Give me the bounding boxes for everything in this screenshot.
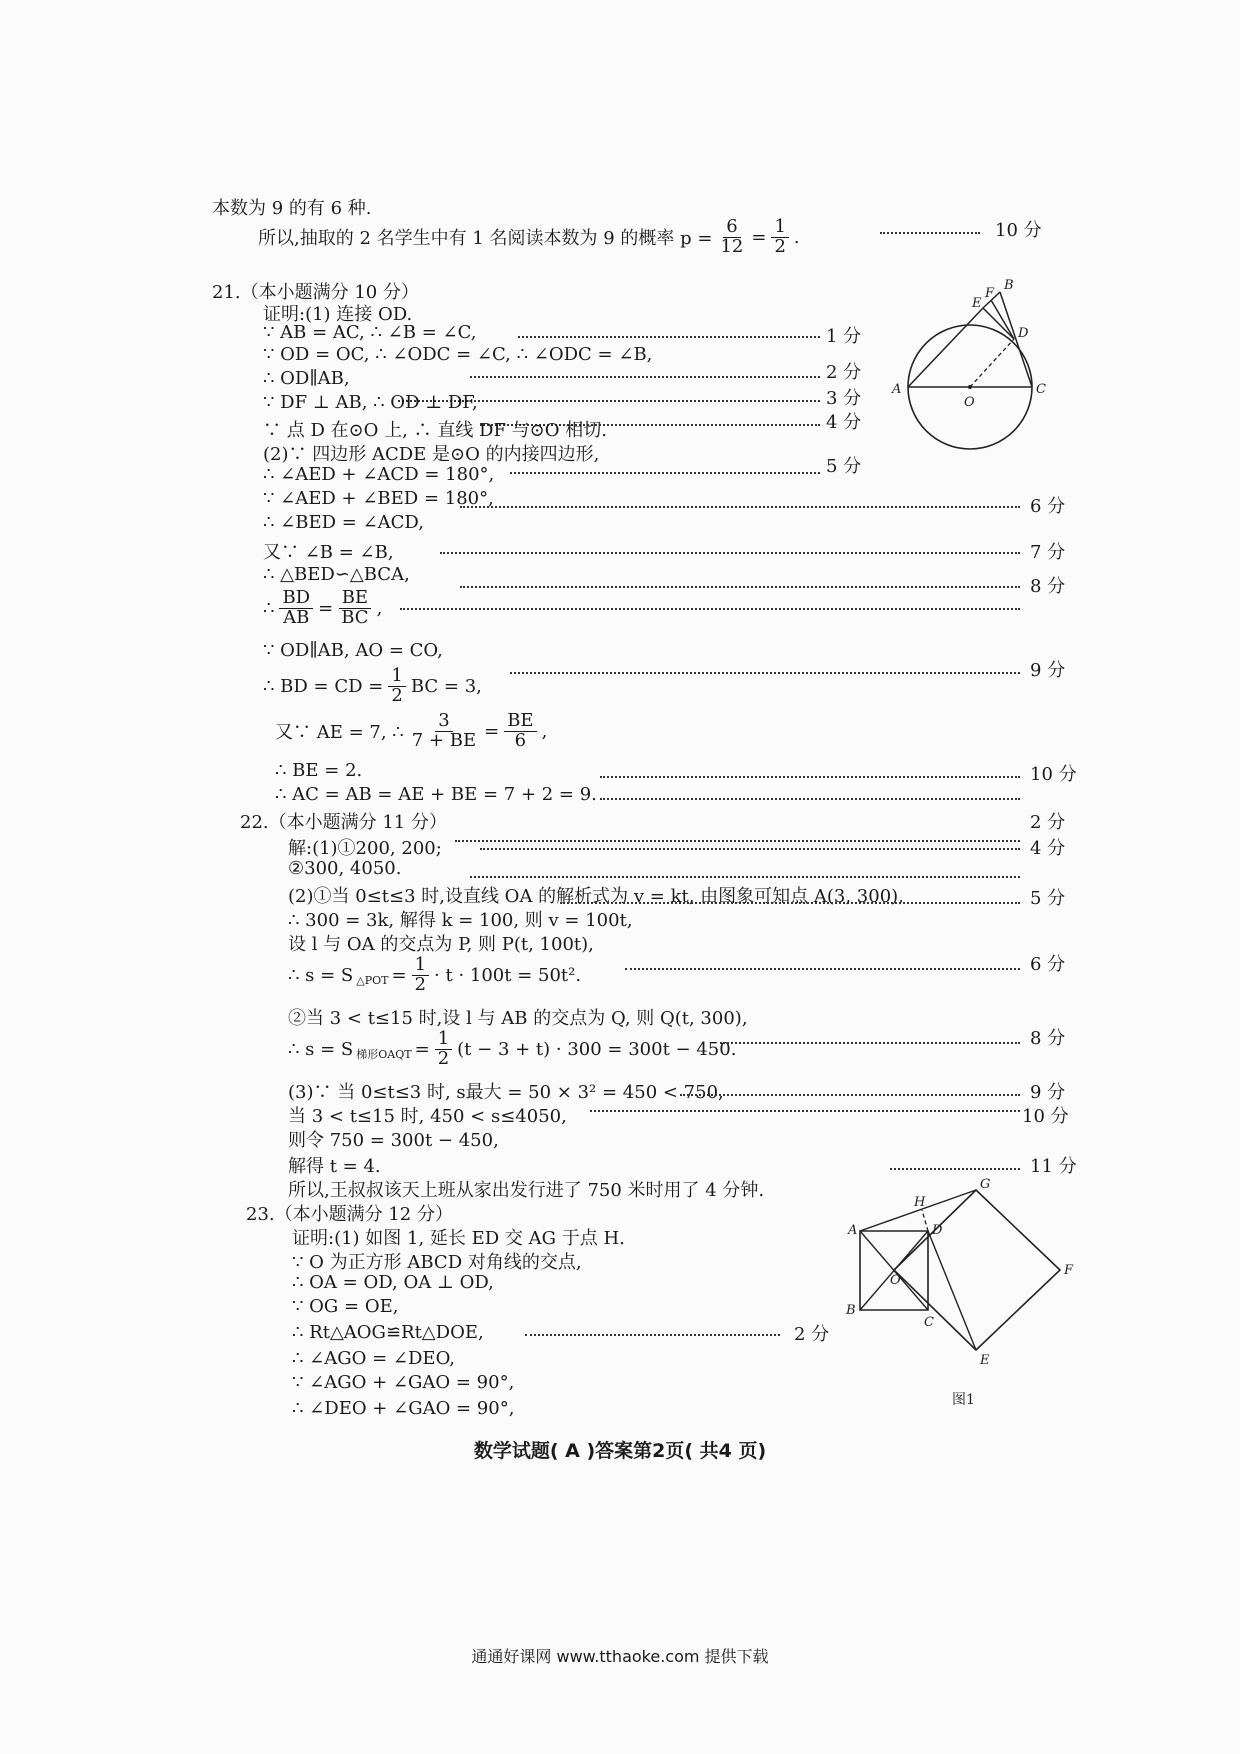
answer-line: ∴ ∠AED + ∠ACD = 180°, [263,464,495,485]
point-label: O [890,1273,901,1288]
point-label: F [985,286,995,301]
score-label: 5 分 [826,456,862,477]
leader-dots [440,552,1020,554]
point-label: B [1004,278,1014,293]
answer-line: 解得 t = 4. [288,1156,381,1177]
score-label: 7 分 [1030,542,1066,563]
point-label: C [924,1315,934,1330]
leader-dots [720,1042,1020,1044]
leader-dots [510,472,820,474]
answer-line: ∴ $\frac{BD}{AB}$ = $\frac{BE}{BC}$ , [263,587,383,628]
answer-line: ∴ ∠BED = ∠ACD, [263,512,424,533]
fraction: $\frac{BE}{BC}$ [338,589,371,628]
leader-dots [600,798,1020,800]
answer-line: (3)∵ 当 0≤t≤3 时, s最大 = 50 × 3² = 450 < 750, [288,1082,724,1103]
fraction: $\frac{1}{2}$ [771,218,788,257]
answer-line: 设 l 与 OA 的交点为 P, 则 P(t, 100t), [288,934,594,955]
answer-line: ∴ s = S △POT = $\frac{1}{2}$ · t · 100t = 50t². [288,954,582,995]
answer-line: 解:(1)①200, 200; [288,838,442,859]
point-label: D [932,1223,943,1238]
leader-dots [590,1110,1020,1112]
download-credit: 通通好课网 www.tthaoke.com 提供下载 [471,1647,769,1666]
question-title: 22.（本小题满分 11 分） [240,812,447,833]
leader-dots [480,848,1020,850]
fraction: $\frac{1}{2}$ [435,1030,452,1069]
page-footer: 数学试题( A )答案第2页( 共4 页) [473,1440,767,1462]
leader-dots [680,1094,1020,1096]
answer-line: ∵ OD = OC, ∴ ∠ODC = ∠C, ∴ ∠ODC = ∠B, [263,344,653,365]
answer-line: ∴ BD = CD = $\frac{1}{2}$ BC = 3, [263,665,482,706]
circle-diagram [880,272,1070,452]
fraction: $\frac{6}{12}$ [720,216,744,257]
text: 本数为 9 的有 6 种. [212,198,372,219]
point-label: O [964,395,975,410]
fraction: $\frac{1}{2}$ [412,956,429,995]
point-label: E [972,296,982,311]
answer-line: ∵ OG = OE, [292,1296,399,1317]
answer-line: ∴ △BED∽△BCA, [263,564,410,585]
answer-line: ∴ AC = AB = AE + BE = 7 + 2 = 9. [275,784,597,805]
answer-line: 证明:(1) 如图 1, 延长 ED 交 AG 于点 H. [292,1228,625,1249]
score-label: 6 分 [1030,954,1066,975]
score-label: 4 分 [826,412,862,433]
answer-line: (2)①当 0≤t≤3 时,设直线 OA 的解析式为 v = kt, 由图象可知点 A(3, 300), [288,886,904,907]
answer-line: ∴ OA = OD, OA ⊥ OD, [292,1272,494,1293]
point-label: G [980,1178,991,1192]
score-label: 3 分 [826,388,862,409]
fraction: $\frac{1}{2}$ [388,667,405,706]
answer-line: ②当 3 < t≤15 时,设 l 与 AB 的交点为 Q, 则 Q(t, 300), [288,1008,748,1029]
answer-line: ∴ s = S 梯形OAQT = $\frac{1}{2}$ (t − 3 + t) · 300 = 300t − 450. [288,1028,737,1069]
answer-line: ∵ AB = AC, ∴ ∠B = ∠C, [263,322,477,343]
answer-line: 证明:(1) 连接 OD. [263,304,413,325]
answer-line: ∴ ∠AGO = ∠DEO, [292,1348,455,1369]
answer-line [212,194,372,220]
leader-dots [600,776,1020,778]
point-label: E [980,1353,990,1368]
answer-line: (2)∵ 四边形 ACDE 是⊙O 的内接四边形, [263,444,600,465]
figure-caption: 图1 [952,1392,975,1408]
score-label: 11 分 [1030,1156,1077,1177]
answer-line: 所以,王叔叔该天上班从家出发行进了 750 米时用了 4 分钟. [288,1180,765,1201]
answer-line: ②300, 4050. [288,858,402,879]
point-label: F [1064,1263,1074,1278]
score-label: 9 分 [1030,1082,1066,1103]
leader-dots [460,586,1020,588]
leader-dots [460,506,1020,508]
answer-line: ∴ BE = 2. [275,760,363,781]
leader-dots [525,1334,780,1336]
square-diagram [840,1178,1080,1418]
score-label: 8 分 [1030,576,1066,597]
score-label: 8 分 [1030,1028,1066,1049]
point-label: H [914,1195,926,1210]
leader-dots [890,1168,1020,1170]
score-label: 1 分 [826,326,862,347]
leader-dots [470,376,820,378]
answer-line: ∴ OD∥AB, [263,368,350,389]
leader-dots [625,968,1020,970]
answer-line: ∵ O 为正方形 ABCD 对角线的交点, [292,1252,582,1273]
question-title: 21.（本小题满分 10 分） [212,282,419,303]
leader-dots [510,672,1020,674]
answer-line: 所以,抽取的 2 名学生中有 1 名阅读本数为 9 的概率 p = $\frac{6}{12}$ = $\frac{1}{2}$ . [258,216,800,257]
answer-line: ∵ ∠AED + ∠BED = 180°, [263,488,494,509]
question-title: 23.（本小题满分 12 分） [246,1204,453,1225]
leader-dots [560,902,1020,904]
answer-line: ∴ Rt△AOG≌Rt△DOE, [292,1322,484,1343]
fraction: $\frac{BD}{AB}$ [279,589,313,628]
leader-dots [880,232,980,234]
score-label: 9 分 [1030,660,1066,681]
answer-line: ∵ OD∥AB, AO = CO, [263,640,443,661]
score-label: 2 分 [1030,812,1066,833]
score-label: 10 分 [1022,1106,1069,1127]
score-label: 5 分 [1030,888,1066,909]
fraction: $\frac{BE}{6}$ [504,712,536,751]
point-label: C [1036,382,1046,397]
score-label: 10 分 [1030,764,1077,785]
answer-line: ∵ 点 D 在⊙O 上, ∴ 直线 DF 与⊙O 相切. [263,420,607,441]
score-label: 4 分 [1030,838,1066,859]
answer-line: ∵ ∠AGO + ∠GAO = 90°, [292,1372,515,1393]
leader-dots [455,840,1020,842]
text: 所以,抽取的 2 名学生中有 1 名阅读本数为 9 的概率 p = [258,228,713,250]
score-label: 2 分 [826,362,862,383]
answer-line: 则令 750 = 300t − 450, [288,1130,499,1151]
answer-line: ∴ ∠DEO + ∠GAO = 90°, [292,1398,515,1419]
leader-dots [400,608,1020,610]
score-label: 6 分 [1030,496,1066,517]
score-label: 10 分 [995,220,1042,241]
answer-line: 又∵ ∠B = ∠B, [263,542,394,563]
fraction: $\frac{3}{7 + BE}$ [411,710,477,751]
answer-line: 又∵ AE = 7, ∴ $\frac{3}{7 + BE}$ = $\frac{BE}{6}$ , [275,710,548,751]
leader-dots [518,336,820,338]
leader-dots [470,876,1020,878]
point-label: D [1018,326,1029,341]
point-label: A [848,1223,858,1238]
answer-line: ∵ DF ⊥ AB, ∴ OD ⊥ DF, [263,392,478,413]
point-label: A [892,382,902,397]
answer-line: 当 3 < t≤15 时, 450 < s≤4050, [288,1106,567,1127]
answer-line: ∴ 300 = 3k, 解得 k = 100, 则 v = 100t, [288,910,633,931]
score-label: 2 分 [794,1324,830,1345]
point-label: B [846,1303,856,1318]
